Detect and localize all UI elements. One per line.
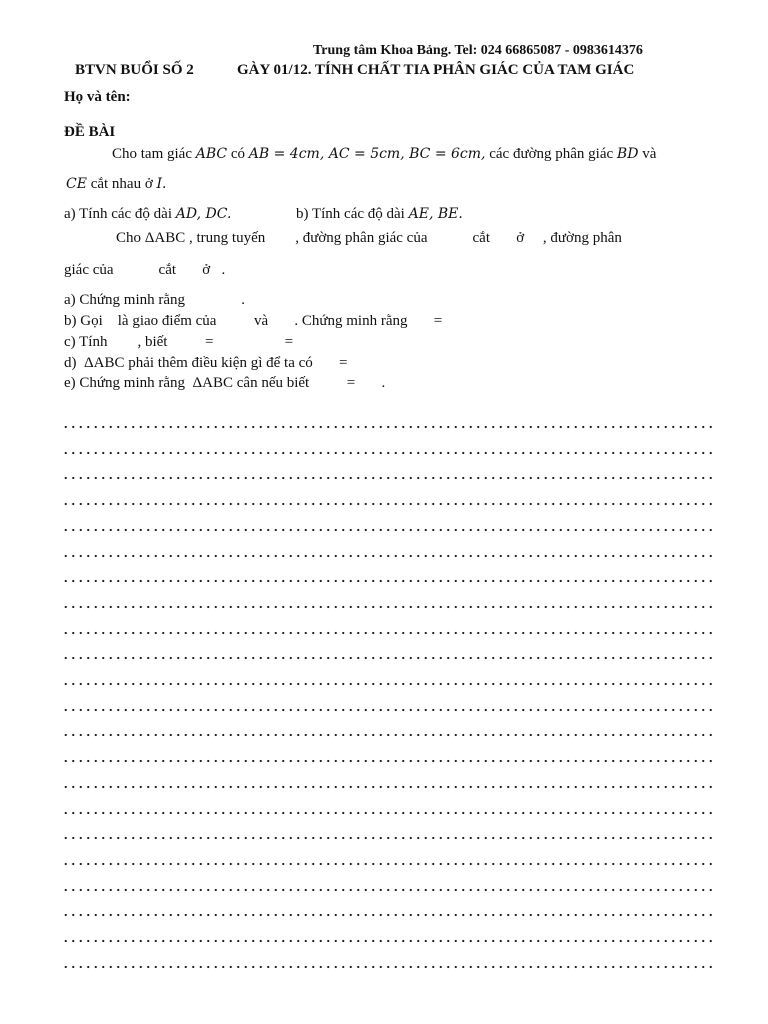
problem2-question-d: d) ΔABC phải thêm điều kiện gì để ta có =: [64, 355, 348, 371]
answer-dotted-line[interactable]: [62, 732, 714, 738]
question-math: AD, DC.: [175, 206, 232, 222]
answer-dotted-line[interactable]: [62, 501, 714, 507]
problem1-math: BD: [616, 146, 639, 162]
problem1-text: Cho tam giác: [112, 146, 192, 162]
question-label: b) Tính các độ dài: [296, 206, 405, 222]
section-heading: ĐỀ BÀI: [64, 124, 116, 140]
problem2-question-e: e) Chứng minh rằng ΔABC cân nếu biết = .: [64, 375, 386, 391]
answer-dotted-line[interactable]: [62, 938, 714, 944]
problem1-statement-line1: [112, 146, 656, 163]
answer-dotted-line[interactable]: [62, 424, 714, 430]
answer-dotted-line[interactable]: [62, 784, 714, 790]
answer-dotted-line[interactable]: [62, 835, 714, 841]
answer-dotted-line[interactable]: [62, 553, 714, 559]
problem1-text: và: [642, 146, 657, 162]
problem1-question-a: [64, 206, 231, 223]
problem2-statement-line2: giác của cắt ở .: [64, 262, 226, 278]
answer-dotted-line[interactable]: [62, 758, 714, 764]
problem2-question-c: c) Tính , biết = =: [64, 334, 294, 350]
answer-dotted-line[interactable]: [62, 861, 714, 867]
problem2-question-a: a) Chứng minh rằng .: [64, 292, 246, 308]
problem1-text: có: [230, 146, 246, 162]
problem1-math: CE: [66, 176, 87, 192]
answer-dotted-line[interactable]: [62, 527, 714, 533]
name-label: Họ và tên:: [64, 89, 131, 105]
problem1-math: I.: [156, 176, 167, 192]
problem2-question-b: b) Gọi là giao điểm của và . Chứng minh rằng =: [64, 313, 443, 329]
answer-dotted-line[interactable]: [62, 604, 714, 610]
answer-dotted-line[interactable]: [62, 630, 714, 636]
problem1-math: ABC: [195, 146, 228, 162]
answer-dotted-line[interactable]: [62, 810, 714, 816]
answer-dotted-line[interactable]: [62, 450, 714, 456]
answer-dotted-line[interactable]: [62, 964, 714, 970]
answer-dotted-line[interactable]: [62, 655, 714, 661]
question-math: AE, BE.: [408, 206, 463, 222]
problem1-question-b: [296, 206, 463, 223]
session-label: BTVN BUỔI SỐ 2: [75, 62, 194, 78]
answer-dotted-line[interactable]: [62, 707, 714, 713]
answer-dotted-line[interactable]: [62, 578, 714, 584]
worksheet-title: GÀY 01/12. TÍNH CHẤT TIA PHÂN GIÁC CỦA TAM GIÁC: [237, 62, 635, 78]
problem1-statement-line2: [66, 176, 167, 193]
question-label: a) Tính các độ dài: [64, 206, 173, 222]
center-info: Trung tâm Khoa Bảng. Tel: 024 66865087 - 0983614376: [313, 43, 643, 58]
problem1-math: AB = 4cm, AC = 5cm, BC = 6cm,: [248, 146, 486, 162]
answer-dotted-line[interactable]: [62, 475, 714, 481]
problem1-text: các đường phân giác: [489, 146, 614, 162]
problem1-text: cắt nhau ở: [90, 176, 153, 192]
answer-dotted-line[interactable]: [62, 681, 714, 687]
problem2-statement-line1: Cho ΔABC , trung tuyến , đường phân giác của cắt ở , đường phân: [116, 230, 622, 246]
answer-dotted-line[interactable]: [62, 887, 714, 893]
answer-dotted-line[interactable]: [62, 912, 714, 918]
